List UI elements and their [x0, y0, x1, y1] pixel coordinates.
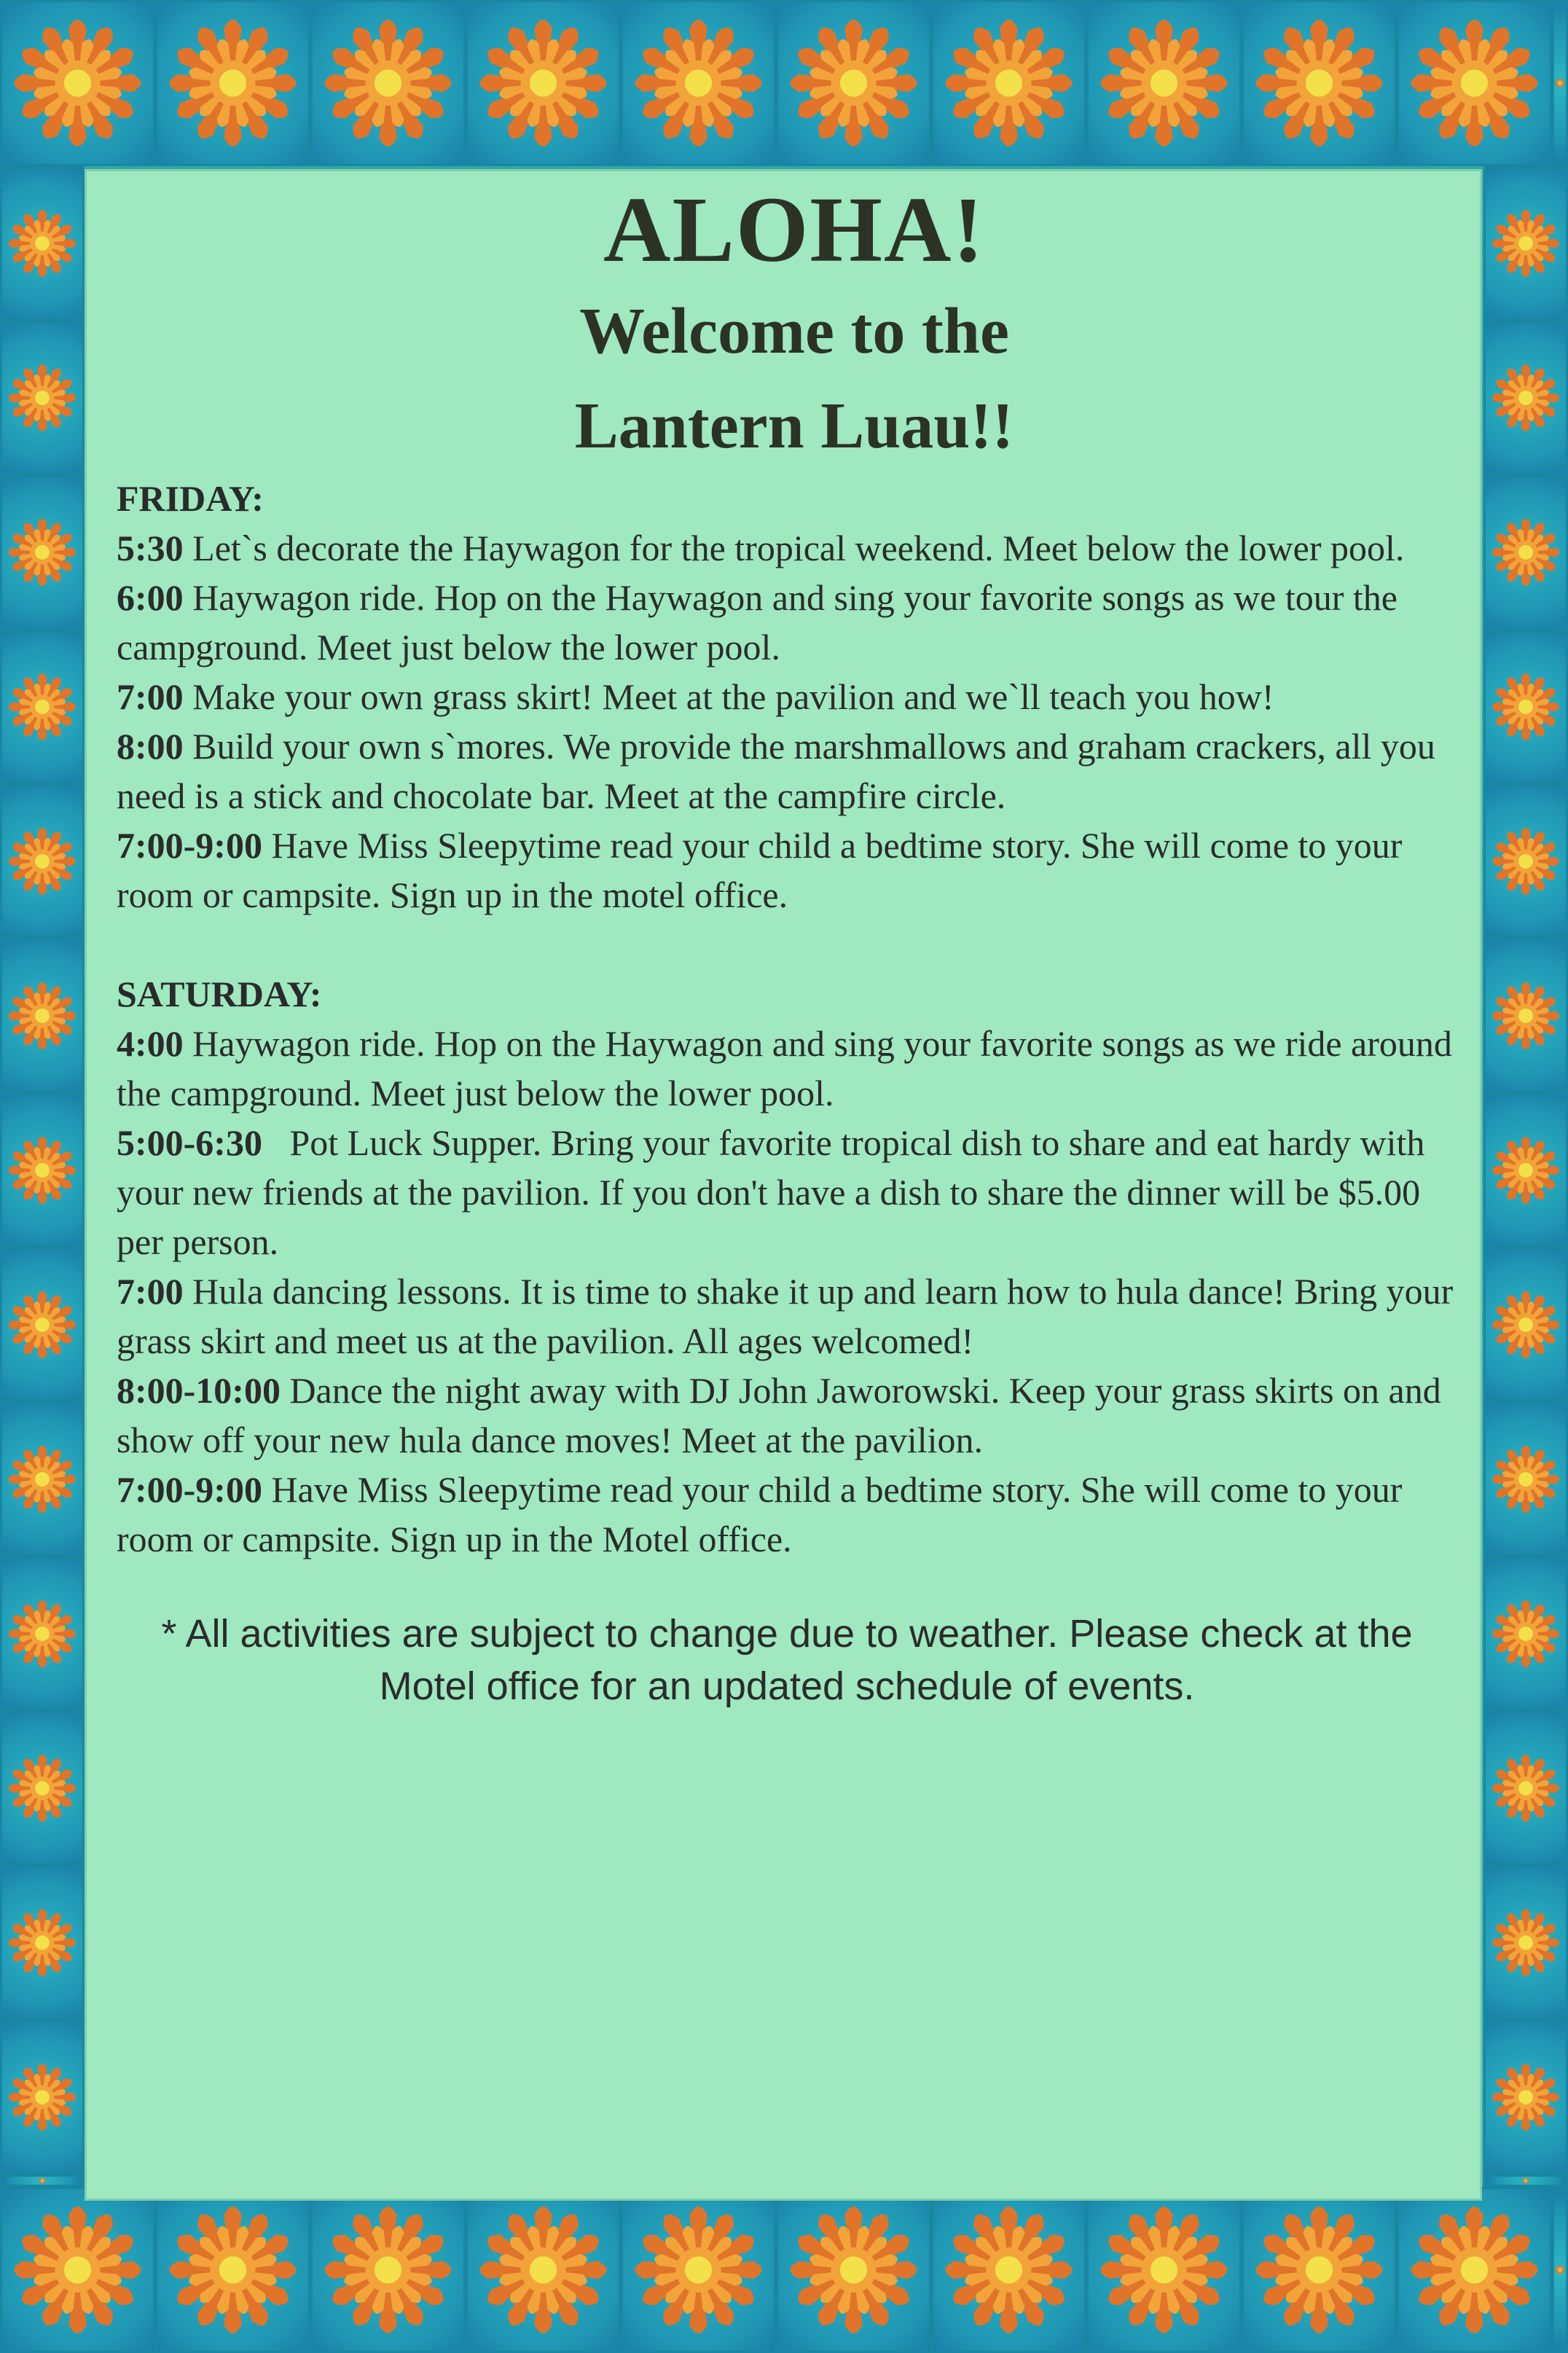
- flower-tile-icon: [0, 166, 85, 321]
- flower-tile-icon: [0, 475, 85, 630]
- flower-tile-icon: [621, 2187, 776, 2353]
- flower-tile-icon: [0, 784, 85, 939]
- flower-tile-icon: [155, 0, 310, 166]
- event-description: Haywagon ride. Hop on the Haywagon and sing your favorite songs as we ride around the campground. Meet just below the lower pool.: [117, 1023, 1452, 1113]
- flower-tile-icon: [0, 1402, 85, 1557]
- flower-tile-icon: [1397, 0, 1552, 166]
- flower-tile-icon: [931, 2187, 1086, 2353]
- event-time: 7:00-9:00: [117, 1469, 262, 1510]
- flower-tile-icon: [0, 2187, 155, 2353]
- flower-tile-icon: [0, 1711, 85, 1865]
- schedule-item: [117, 523, 1472, 573]
- event-description: Have Miss Sleepytime read your child a bedtime story. She will come to your room or campsite. Sign up in the Motel office.: [117, 1469, 1403, 1559]
- schedule-item: [117, 1019, 1472, 1118]
- section-spacer: [117, 920, 1472, 969]
- flower-tile-icon: [1483, 1248, 1568, 1402]
- flower-tile-icon: [0, 1093, 85, 1248]
- flower-tile-icon: [0, 630, 85, 784]
- event-description: Let`s decorate the Haywagon for the tropical weekend. Meet below the lower pool.: [192, 528, 1405, 568]
- event-time: 7:00-9:00: [117, 825, 262, 866]
- subtitle-line-1: Welcome to the: [579, 295, 1009, 367]
- event-description: Hula dancing lessons. It is time to shake it up and learn how to hula dance! Bring your grass skirt and meet us at the pavilion. All ages welcomed!: [117, 1271, 1454, 1361]
- event-time: 6:00: [117, 577, 184, 618]
- flower-tile-icon: [621, 0, 776, 166]
- flower-tile-icon: [466, 0, 621, 166]
- flower-tile-icon: [1483, 939, 1568, 1093]
- friday-heading: FRIDAY:: [117, 478, 264, 519]
- flower-tile-icon: [155, 2187, 310, 2353]
- flower-tile-icon: [0, 0, 155, 166]
- flower-tile-icon: [1483, 1093, 1568, 1248]
- flower-tile-icon: [1483, 321, 1568, 475]
- schedule-item: [117, 672, 1472, 721]
- event-description: Make your own grass skirt! Meet at the pavilion and we`ll teach you how!: [192, 676, 1274, 717]
- flower-tile-icon: [1086, 0, 1242, 166]
- event-description: Build your own s`mores. We provide the marshmallows and graham crackers, all you need is a stick and chocolate bar. Meet at the campfire circle.: [117, 726, 1435, 816]
- weather-disclaimer: * All activities are subject to change due to weather. Please check at the Motel office for an updated schedule of events.: [161, 1612, 1413, 1708]
- flower-tile-icon: [1242, 2187, 1397, 2353]
- flower-tile-icon: [466, 2187, 621, 2353]
- page-title: ALOHA!: [603, 178, 985, 281]
- flower-tile-icon: [1483, 1711, 1568, 1865]
- schedule-item: [117, 1366, 1472, 1465]
- flower-tile-icon: [0, 2174, 85, 2187]
- flower-tile-icon: [1552, 0, 1568, 166]
- flower-tile-icon: [1483, 166, 1568, 321]
- friday-schedule: [117, 523, 1472, 920]
- subtitle-line-2: Lantern Luau!!: [574, 390, 1014, 462]
- schedule-item: [117, 1465, 1472, 1564]
- flower-tile-icon: [1483, 630, 1568, 784]
- flower-tile-icon: [1242, 0, 1397, 166]
- schedule-item: [117, 821, 1472, 920]
- schedule-item: [117, 1266, 1472, 1366]
- event-description: Pot Luck Supper. Bring your favorite tropical dish to share and eat hardy with your new friends at the pavilion. If you don't have a dish to share the dinner will be $5.00 per person.: [117, 1122, 1425, 1262]
- event-time: 5:30: [117, 528, 184, 568]
- event-description: Have Miss Sleepytime read your child a bedtime story. She will come to your room or campsite. Sign up in the motel office.: [117, 825, 1403, 915]
- event-time: 5:00-6:30: [117, 1122, 262, 1163]
- schedule-item: [117, 721, 1472, 821]
- flower-tile-icon: [1552, 2187, 1568, 2353]
- flower-tile-icon: [0, 939, 85, 1093]
- flower-tile-icon: [1483, 475, 1568, 630]
- flower-tile-icon: [0, 2020, 85, 2174]
- flower-tile-icon: [0, 1248, 85, 1402]
- flower-tile-icon: [310, 0, 466, 166]
- saturday-schedule: [117, 1019, 1472, 1564]
- flower-tile-icon: [1483, 1557, 1568, 1711]
- schedule-item: [117, 1118, 1472, 1266]
- flower-tile-icon: [0, 1557, 85, 1711]
- event-time: 8:00: [117, 726, 184, 767]
- flower-tile-icon: [1397, 2187, 1552, 2353]
- flower-tile-icon: [1086, 2187, 1242, 2353]
- flower-tile-icon: [1483, 2174, 1568, 2187]
- flower-tile-icon: [1483, 784, 1568, 939]
- flower-tile-icon: [1483, 1402, 1568, 1557]
- flyer-content: [117, 172, 1472, 1712]
- event-description: Haywagon ride. Hop on the Haywagon and sing your favorite songs as we tour the campground. Meet just below the lower pool.: [117, 577, 1398, 667]
- flower-tile-icon: [931, 0, 1086, 166]
- event-time: 4:00: [117, 1023, 184, 1064]
- flower-tile-icon: [0, 321, 85, 475]
- flower-tile-icon: [310, 2187, 466, 2353]
- flower-tile-icon: [776, 2187, 931, 2353]
- flower-tile-icon: [1483, 2020, 1568, 2174]
- event-description: Dance the night away with DJ John Jaworowski. Keep your grass skirts on and show off your new hula dance moves! Meet at the pavilion.: [117, 1370, 1441, 1460]
- event-time: 7:00: [117, 676, 184, 717]
- flower-tile-icon: [0, 1865, 85, 2020]
- flower-tile-icon: [1483, 1865, 1568, 2020]
- event-time: 7:00: [117, 1271, 184, 1312]
- flower-tile-icon: [776, 0, 931, 166]
- saturday-heading: SATURDAY:: [117, 974, 322, 1014]
- event-time: 8:00-10:00: [117, 1370, 281, 1411]
- schedule-item: [117, 573, 1472, 672]
